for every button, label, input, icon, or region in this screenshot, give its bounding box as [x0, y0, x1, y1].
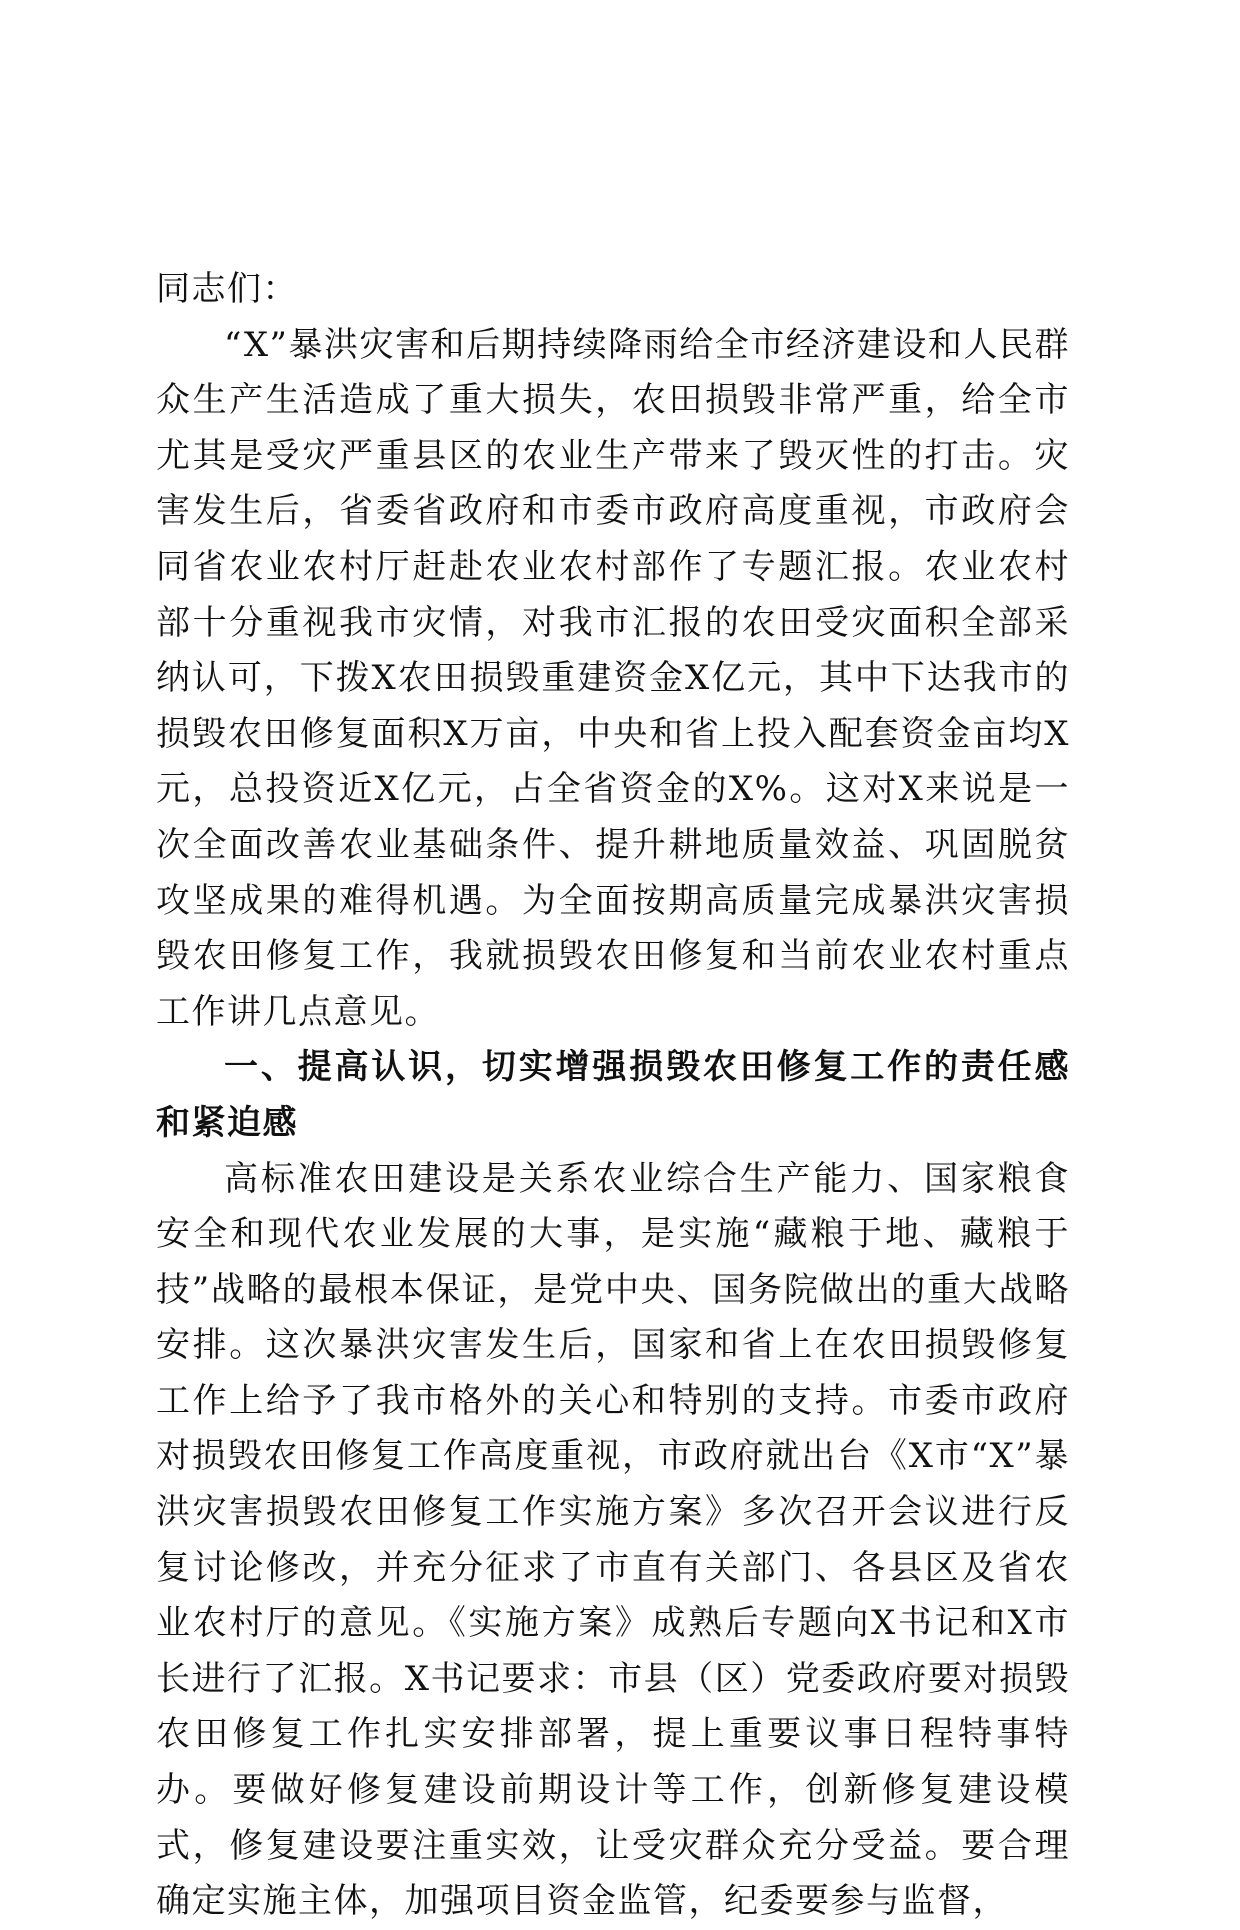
- section-heading: 一、提高认识，切实增强损毁农田修复工作的责任感和紧迫感: [156, 1047, 1070, 1143]
- salutation: 同志们：: [156, 269, 298, 309]
- paragraph-intro: “X”暴洪灾害和后期持续降雨给全市经济建设和人民群众生产生活造成了重大损失，农田损毁非常严重，给全市尤其是受灾严重县区的农业生产带来了毁灭性的打击。灾害发生后，省委省政府和市委市政府高度重视，市政府会同省农业农村厅赶赴农业农村部作了专题汇报。农业农村部十分重视我市灾情，对我市汇报的农田受灾面积全部采纳认可，下拨X农田损毁重建资金X亿元，其中下达我市的损毁农田修复面积X万亩，中央和省上投入配套资金亩均X元，总投资近X亿元，占全省资金的X%。这对X来说是一次全面改善农业基础条件、提升耕地质量效益、巩固脱贫攻坚成果的难得机遇。为全面按期高质量完成暴洪灾害损毁农田修复工作，我就损毁农田修复和当前农业农村重点工作讲几点意见。: [156, 324, 1070, 1032]
- document-body: [156, 262, 1070, 1930]
- paragraph-section-1: 高标准农田建设是关系农业综合生产能力、国家粮食安全和现代农业发展的大事，是实施“藏粮于地、藏粮于技”战略的最根本保证，是党中央、国务院做出的重大战略安排。这次暴洪灾害发生后，国家和省上在农田损毁修复工作上给予了我市格外的关心和特别的支持。市委市政府对损毁农田修复工作高度重视，市政府就出台《X市“X”暴洪灾害损毁农田修复工作实施方案》多次召开会议进行反复讨论修改，并充分征求了市直有关部门、各县区及省农业农村厅的意见。《实施方案》成熟后专题向X书记和X市长进行了汇报。X书记要求：市县（区）党委政府要对损毁农田修复工作扎实安排部署，提上重要议事日程特事特办。要做好修复建设前期设计等工作，创新修复建设模式，修复建设要注重实效，让受灾群众充分受益。要合理确定实施主体，加强项目资金监管，纪委要参与监督，: [156, 1158, 1070, 1922]
